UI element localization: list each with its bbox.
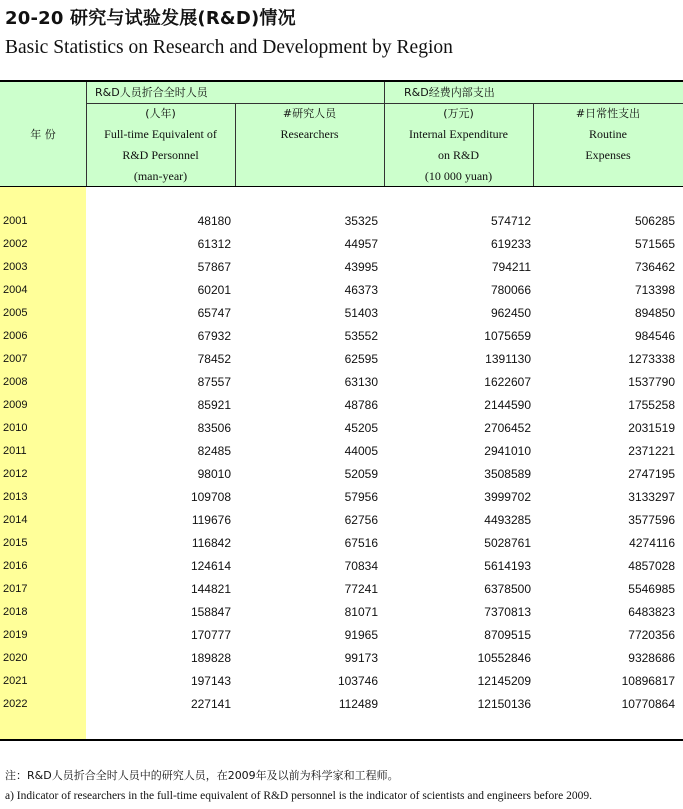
year-header: 年 份 xyxy=(30,128,56,141)
footnote-english: a) Indicator of researchers in the full-time equivalent of R&D personnel is the indicator of scientists and engineers before 2009. xyxy=(5,790,592,802)
year-cell: 2019 xyxy=(3,629,28,641)
table-row xyxy=(0,233,683,256)
routine-cell: 984546 xyxy=(634,329,675,343)
researchers-cell: 53552 xyxy=(344,329,378,343)
col2-label-en: Researchers xyxy=(280,127,339,141)
table-row xyxy=(0,371,683,394)
personnel-cell: 189828 xyxy=(190,651,231,665)
routine-cell: 713398 xyxy=(634,283,675,297)
col1-label-line3: (man-year) xyxy=(133,169,188,183)
routine-cell: 4857028 xyxy=(628,559,675,573)
expenditure-cell: 2706452 xyxy=(484,421,531,435)
expenditure-cell: 619233 xyxy=(490,237,531,251)
year-cell: 2011 xyxy=(3,445,27,457)
expenditure-cell: 1391130 xyxy=(485,352,531,366)
expenditure-cell: 7370813 xyxy=(484,605,531,619)
routine-cell: 2031519 xyxy=(628,421,675,435)
personnel-cell: 158847 xyxy=(190,605,231,619)
table-row xyxy=(0,348,683,371)
researchers-cell: 77241 xyxy=(344,582,378,596)
group-header-expenditure: R&D经费内部支出 xyxy=(404,86,495,99)
routine-cell: 3133297 xyxy=(628,490,675,504)
personnel-cell: 116842 xyxy=(191,536,231,550)
year-cell: 2012 xyxy=(3,468,28,480)
year-cell: 2005 xyxy=(3,307,28,319)
table-row xyxy=(0,509,683,532)
routine-cell: 5546985 xyxy=(628,582,675,596)
year-cell: 2007 xyxy=(3,353,28,365)
researchers-cell: 63130 xyxy=(344,375,378,389)
routine-cell: 894850 xyxy=(634,306,675,320)
researchers-cell: 51403 xyxy=(344,306,378,320)
year-cell: 2016 xyxy=(3,560,28,572)
personnel-cell: 85921 xyxy=(197,398,231,412)
col4-label-cn: #日常性支出 xyxy=(575,107,641,120)
year-cell: 2010 xyxy=(3,422,28,434)
researchers-cell: 46373 xyxy=(344,283,378,297)
personnel-cell: 144821 xyxy=(190,582,231,596)
personnel-cell: 119676 xyxy=(191,513,231,527)
researchers-cell: 103746 xyxy=(337,674,378,688)
routine-cell: 9328686 xyxy=(628,651,675,665)
routine-cell: 506285 xyxy=(634,214,675,228)
expenditure-cell: 1622607 xyxy=(484,375,531,389)
year-cell: 2022 xyxy=(3,698,28,710)
col3-label-line1: Internal Expenditure xyxy=(409,127,508,141)
year-cell: 2018 xyxy=(3,606,28,618)
year-cell: 2013 xyxy=(3,491,28,503)
expenditure-cell: 962450 xyxy=(490,306,531,320)
expenditure-cell: 1075659 xyxy=(484,329,531,343)
table-row xyxy=(0,486,683,509)
col3-label-line3: (10 000 yuan) xyxy=(424,169,493,183)
year-cell: 2017 xyxy=(3,583,28,595)
routine-cell: 1755258 xyxy=(628,398,675,412)
col2-label-cn: #研究人员 xyxy=(282,107,337,120)
year-cell: 2020 xyxy=(3,652,28,664)
routine-cell: 2747195 xyxy=(628,467,675,481)
expenditure-cell: 3999702 xyxy=(484,490,531,504)
routine-cell: 2371221 xyxy=(628,444,675,458)
expenditure-cell: 8709515 xyxy=(484,628,531,642)
researchers-cell: 48786 xyxy=(344,398,378,412)
personnel-cell: 124614 xyxy=(190,559,231,573)
expenditure-cell: 4493285 xyxy=(484,513,531,527)
table-row xyxy=(0,440,683,463)
footnote-chinese: 注：R&D人员折合全时人员中的研究人员，在2009年及以前为科学家和工程师。 xyxy=(5,769,399,782)
col3-label-line2: on R&D xyxy=(437,148,479,162)
routine-cell: 10770864 xyxy=(621,697,675,711)
personnel-cell: 82485 xyxy=(197,444,231,458)
table-row xyxy=(0,417,683,440)
researchers-cell: 99173 xyxy=(344,651,378,665)
table-row xyxy=(0,463,683,486)
table-title-chinese: 20-20 研究与试验发展(R&D)情况 xyxy=(5,8,296,29)
researchers-cell: 62756 xyxy=(344,513,378,527)
expenditure-cell: 2144590 xyxy=(484,398,531,412)
routine-cell: 6483823 xyxy=(628,605,675,619)
year-cell: 2014 xyxy=(3,514,28,526)
researchers-cell: 91965 xyxy=(344,628,378,642)
expenditure-cell: 12150136 xyxy=(477,697,531,711)
table-row xyxy=(0,555,683,578)
expenditure-cell: 2941010 xyxy=(484,444,531,458)
table-title-english: Basic Statistics on Research and Development by Region xyxy=(5,37,453,58)
group-header-personnel: R&D人员折合全时人员 xyxy=(95,86,208,99)
year-cell: 2021 xyxy=(3,675,28,687)
table-row xyxy=(0,601,683,624)
personnel-cell: 227141 xyxy=(190,697,231,711)
researchers-cell: 43995 xyxy=(344,260,378,274)
year-cell: 2006 xyxy=(3,330,28,342)
personnel-cell: 48180 xyxy=(197,214,231,228)
researchers-cell: 81071 xyxy=(344,605,378,619)
routine-cell: 1273338 xyxy=(628,352,675,366)
year-cell: 2009 xyxy=(3,399,28,411)
routine-cell: 571565 xyxy=(634,237,675,251)
personnel-cell: 197143 xyxy=(190,674,231,688)
expenditure-cell: 10552846 xyxy=(477,651,531,665)
table-row xyxy=(0,279,683,302)
personnel-cell: 67932 xyxy=(197,329,231,343)
table-row xyxy=(0,647,683,670)
researchers-cell: 52059 xyxy=(344,467,378,481)
year-cell: 2015 xyxy=(3,537,28,549)
col1-unit: (人年) xyxy=(145,107,176,120)
expenditure-cell: 6378500 xyxy=(484,582,531,596)
routine-cell: 736462 xyxy=(634,260,675,274)
expenditure-cell: 5028761 xyxy=(484,536,531,550)
researchers-cell: 35325 xyxy=(344,214,378,228)
table-row xyxy=(0,693,683,716)
table-row xyxy=(0,624,683,647)
table-row xyxy=(0,394,683,417)
routine-cell: 4274116 xyxy=(629,536,675,550)
researchers-cell: 62595 xyxy=(344,352,378,366)
personnel-cell: 60201 xyxy=(197,283,231,297)
researchers-cell: 44005 xyxy=(344,444,378,458)
expenditure-cell: 3508589 xyxy=(484,467,531,481)
personnel-cell: 57867 xyxy=(197,260,231,274)
researchers-cell: 67516 xyxy=(344,536,378,550)
expenditure-cell: 5614193 xyxy=(484,559,531,573)
year-cell: 2002 xyxy=(3,238,28,250)
expenditure-cell: 574712 xyxy=(490,214,531,228)
col3-unit: (万元) xyxy=(443,107,474,120)
expenditure-cell: 780066 xyxy=(490,283,531,297)
routine-cell: 7720356 xyxy=(628,628,675,642)
researchers-cell: 70834 xyxy=(344,559,378,573)
table-row xyxy=(0,532,683,555)
personnel-cell: 78452 xyxy=(197,352,231,366)
personnel-cell: 87557 xyxy=(197,375,231,389)
table-row xyxy=(0,325,683,348)
year-cell: 2008 xyxy=(3,376,28,388)
researchers-cell: 45205 xyxy=(344,421,378,435)
year-cell: 2004 xyxy=(3,284,28,296)
personnel-cell: 98010 xyxy=(197,467,231,481)
expenditure-cell: 794211 xyxy=(491,260,531,274)
table-row xyxy=(0,578,683,601)
table-row xyxy=(0,256,683,279)
col1-label-line2: R&D Personnel xyxy=(122,148,199,162)
personnel-cell: 170777 xyxy=(190,628,231,642)
table-row xyxy=(0,670,683,693)
table-row xyxy=(0,302,683,325)
col4-label-line1: Routine xyxy=(589,127,627,141)
personnel-cell: 65747 xyxy=(197,306,231,320)
routine-cell: 1537790 xyxy=(628,375,675,389)
year-cell: 2001 xyxy=(3,215,28,227)
bottom-rule xyxy=(0,739,683,741)
expenditure-cell: 12145209 xyxy=(477,674,531,688)
personnel-cell: 109708 xyxy=(190,490,231,504)
researchers-cell: 112489 xyxy=(338,697,378,711)
personnel-cell: 83506 xyxy=(197,421,231,435)
col1-label-line1: Full-time Equivalent of xyxy=(104,127,217,141)
personnel-cell: 61312 xyxy=(197,237,231,251)
table-row xyxy=(0,210,683,233)
year-cell: 2003 xyxy=(3,261,28,273)
routine-cell: 10896817 xyxy=(621,674,675,688)
researchers-cell: 44957 xyxy=(344,237,378,251)
routine-cell: 3577596 xyxy=(628,513,675,527)
col4-label-line2: Expenses xyxy=(585,148,631,162)
researchers-cell: 57956 xyxy=(344,490,378,504)
